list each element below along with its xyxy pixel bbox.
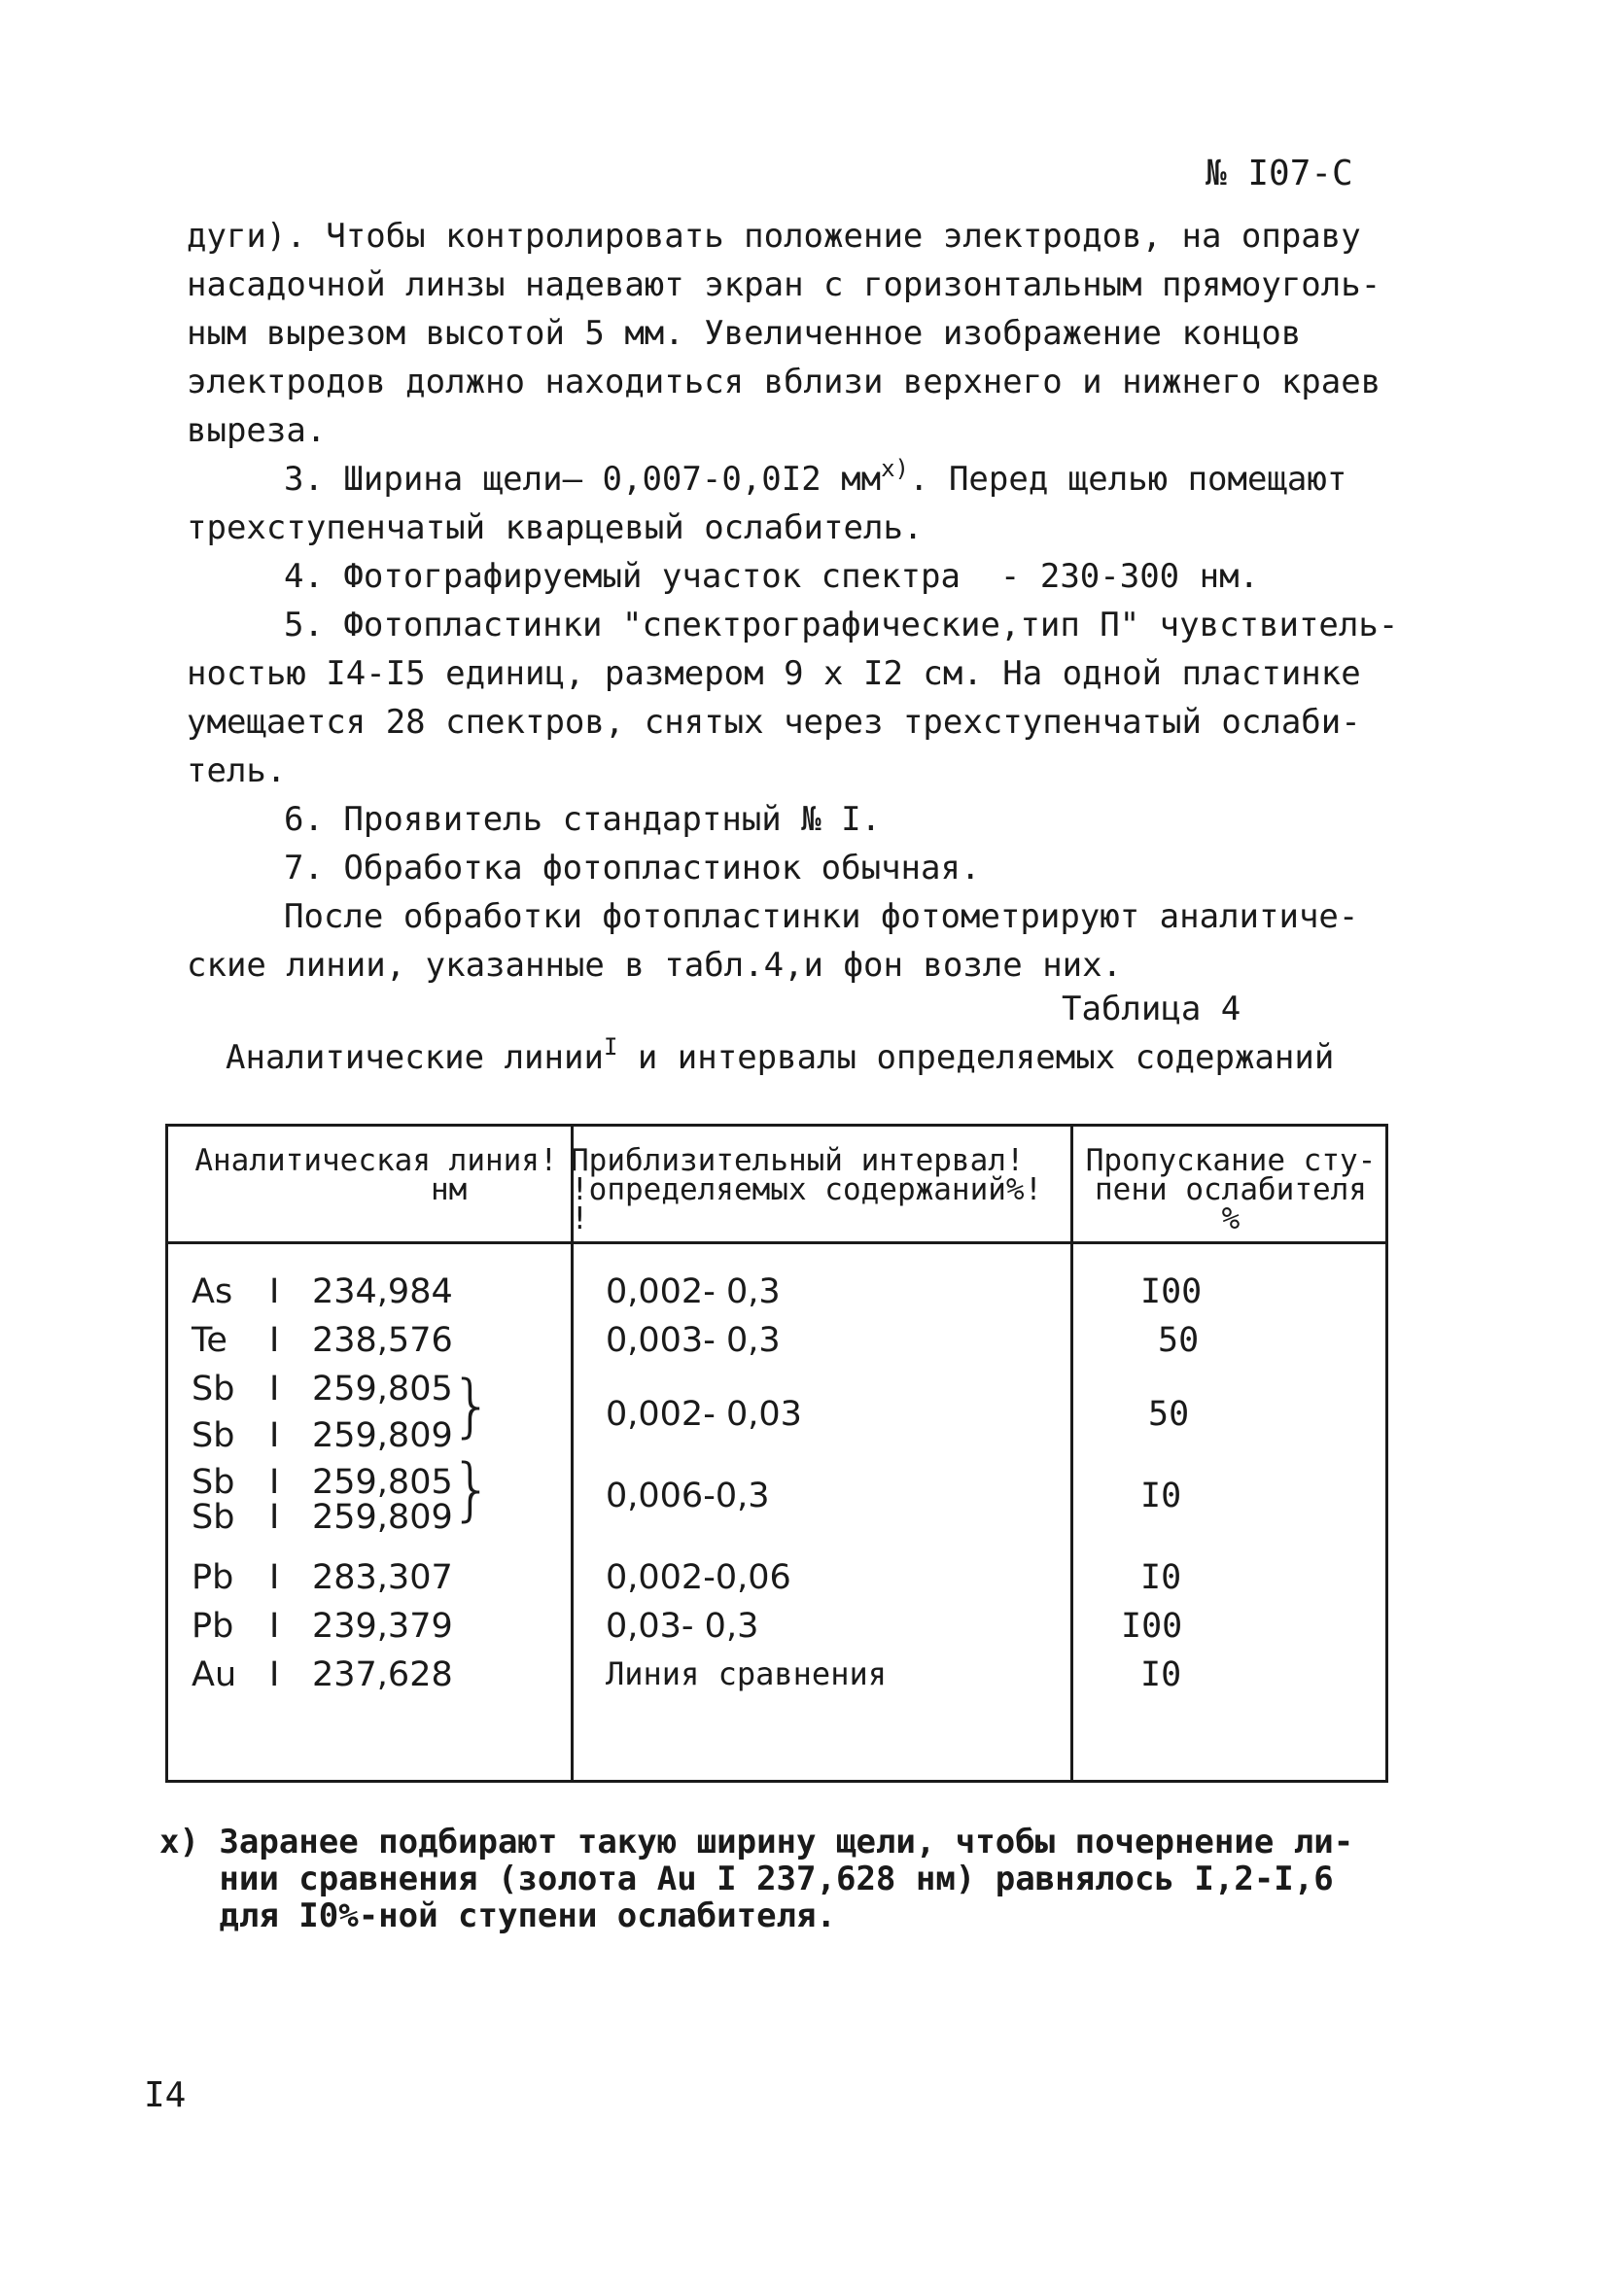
cell-element: As	[192, 1272, 233, 1311]
cell-ion: I	[269, 1655, 280, 1694]
cell-ion: I	[269, 1370, 280, 1409]
item-3	[187, 455, 1392, 504]
table-title-sup: I	[603, 1033, 618, 1061]
cell-interval: Линия сравнения	[606, 1655, 887, 1692]
cell-ion: I	[269, 1498, 280, 1537]
cell-ion: I	[269, 1558, 280, 1597]
item-6: 6. Проявитель стандартный № I.	[284, 800, 882, 839]
table-title-text-end: и интервалы определяемых содержаний	[617, 1038, 1335, 1077]
text-line: дуги). Чтобы контролировать положение электродов, на оправу	[187, 217, 1361, 256]
text-line: ностью I4-I5 единиц, размером 9 х I2 см. На одной пластинке	[187, 654, 1361, 693]
cell-interval: 0,03- 0,3	[606, 1607, 759, 1646]
item-7: 7. Обработка фотопластинок обычная.	[284, 849, 981, 887]
cell-wavelength: 239,379	[312, 1607, 453, 1646]
cell-element: Sb	[192, 1463, 235, 1502]
cell-element: Pb	[192, 1607, 234, 1646]
cell-wavelength: 259,805	[312, 1370, 453, 1409]
text-line: насадочной линзы надевают экран с горизонтальным прямоуголь-	[187, 265, 1381, 304]
footnote-marker: х)	[881, 455, 909, 482]
cell-element: Sb	[192, 1416, 235, 1455]
header-interval: Приблизительный интервал! !определяемых содержаний%! !	[571, 1143, 1043, 1236]
table-number: Таблица 4	[1062, 990, 1241, 1028]
item-3-text-end: . Перед щелью помещают	[909, 460, 1347, 499]
text-line: ным вырезом высотой 5 мм. Увеличенное изображение концов	[187, 314, 1302, 353]
cell-wavelength: 283,307	[312, 1558, 453, 1597]
grouping-brace: }	[450, 1366, 494, 1445]
body-text	[187, 212, 1399, 990]
cell-transmission: I00	[1140, 1272, 1203, 1311]
analytical-lines-table	[165, 1124, 1388, 1783]
cell-element: Pb	[192, 1558, 234, 1597]
cell-transmission: I0	[1140, 1558, 1182, 1597]
text-line: тель.	[187, 751, 287, 790]
cell-wavelength: 259,809	[312, 1498, 453, 1537]
footnote-line: для I0%-ной ступени ослабителя.	[159, 1896, 836, 1935]
grouping-brace: }	[450, 1449, 494, 1529]
cell-transmission: I00	[1121, 1607, 1183, 1646]
item-5: 5. Фотопластинки "спектрографические,тип П" чувствитель-	[284, 606, 1399, 644]
cell-interval: 0,002- 0,3	[606, 1272, 781, 1311]
footnote-line: нии сравнения (золота Au I 237,628 нм) равнялось I,2-I,6	[159, 1860, 1334, 1898]
cell-element: Te	[192, 1321, 227, 1360]
document-number: № I07-С	[1206, 154, 1353, 193]
footnote	[159, 1824, 1384, 1934]
cell-wavelength: 237,628	[312, 1655, 453, 1694]
text-line: выреза.	[187, 411, 327, 450]
cell-wavelength: 259,809	[312, 1416, 453, 1455]
paragraph-after: После обработки фотопластинки фотометрируют аналитиче-	[284, 897, 1359, 936]
item-4: 4. Фотографируемый участок спектра - 230-300 нм.	[284, 557, 1260, 596]
cell-ion: I	[269, 1607, 280, 1646]
cell-transmission: 50	[1148, 1395, 1190, 1434]
cell-wavelength: 234,984	[312, 1272, 453, 1311]
footnote-line: х) Заранее подбирают такую ширину щели, чтобы почернение ли-	[159, 1823, 1354, 1861]
text-line: умещается 28 спектров, снятых через трехступенчатый ослаби-	[187, 703, 1361, 742]
cell-ion: I	[269, 1321, 280, 1360]
column-divider	[1070, 1127, 1073, 1780]
header-transmission: Пропускание сту- пени ослабителя %	[1085, 1143, 1377, 1236]
header-divider	[168, 1241, 1385, 1244]
cell-transmission: I0	[1140, 1655, 1182, 1694]
header-line: Аналитическая линия! нм	[194, 1143, 558, 1207]
cell-ion: I	[269, 1463, 280, 1502]
cell-wavelength: 259,805	[312, 1463, 453, 1502]
text-line: электродов должно находиться вблизи верхнего и нижнего краев	[187, 363, 1381, 401]
cell-interval: 0,003- 0,3	[606, 1321, 781, 1360]
cell-interval: 0,002-0,06	[606, 1558, 791, 1597]
table-title-text: Аналитические линии	[226, 1038, 604, 1077]
text-line: трехступенчатый кварцевый ослабитель.	[187, 508, 924, 547]
item-3-text: 3. Ширина щели— 0,007-0,0I2 мм	[284, 460, 882, 499]
cell-ion: I	[269, 1272, 280, 1311]
cell-element: Sb	[192, 1498, 235, 1537]
cell-transmission: I0	[1140, 1477, 1182, 1515]
cell-interval: 0,002- 0,03	[606, 1395, 802, 1434]
page-number: I4	[144, 2075, 187, 2115]
cell-element: Sb	[192, 1370, 235, 1409]
cell-element: Au	[192, 1655, 237, 1694]
cell-ion: I	[269, 1416, 280, 1455]
text-line: ские линии, указанные в табл.4,и фон возле них.	[187, 946, 1123, 985]
cell-transmission: 50	[1158, 1321, 1200, 1360]
cell-interval: 0,006-0,3	[606, 1477, 770, 1515]
cell-wavelength: 238,576	[312, 1321, 453, 1360]
table-title	[226, 1033, 1335, 1077]
